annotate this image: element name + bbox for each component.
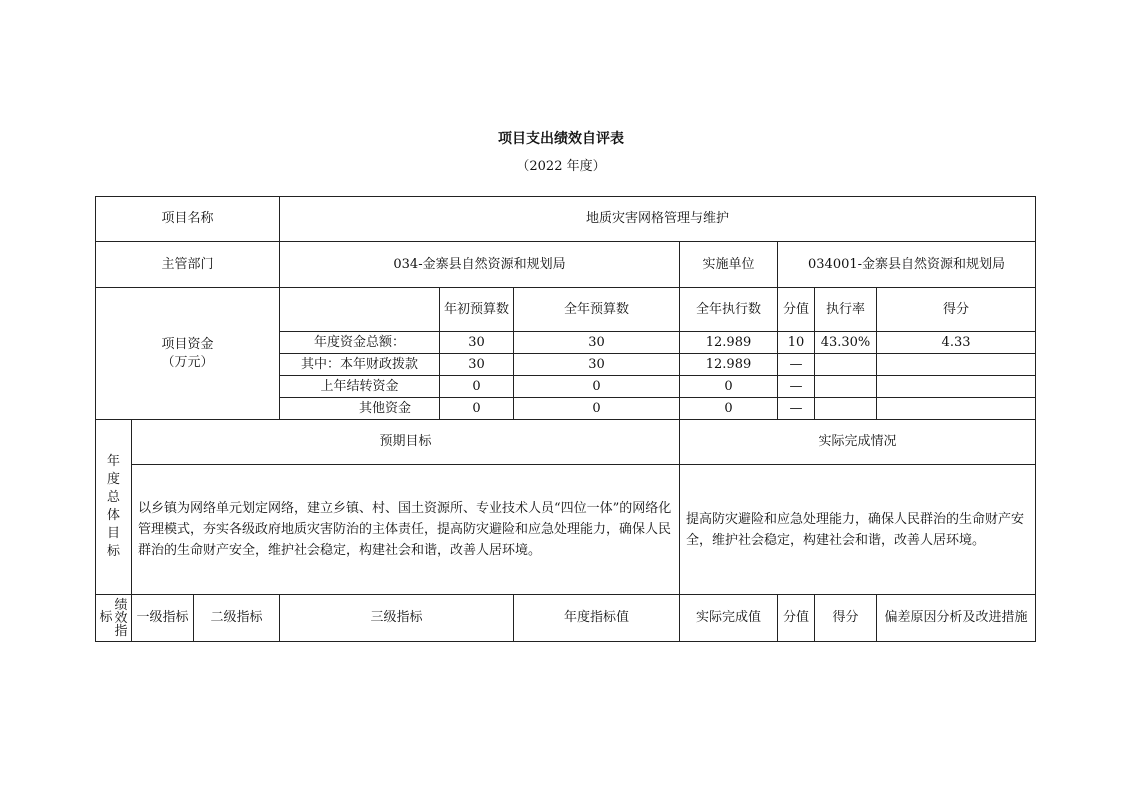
ind-header-deviation: 偏差原因分析及改进措施: [877, 595, 1036, 642]
funds-header-exec: 全年执行数: [680, 288, 778, 332]
funds-row-initial: 30: [440, 332, 514, 354]
funds-header-score: 得分: [877, 288, 1036, 332]
ind-header-level2: 二级指标: [194, 595, 280, 642]
project-name-row: [96, 197, 1036, 242]
funds-label-line2: （万元）: [161, 354, 214, 370]
ind-header-actual: 实际完成值: [680, 595, 778, 642]
funds-label: [96, 288, 280, 420]
indicators-label-a: 绩效指: [114, 597, 128, 639]
dept-value: 034-金寨县自然资源和规划局: [280, 242, 680, 288]
funds-row-exec: 12.989: [680, 332, 778, 354]
indicators-header-row: [96, 595, 1036, 642]
funds-header-blank: [280, 288, 440, 332]
funds-row-label: 其他资金: [280, 398, 440, 420]
actual-goal-header: 实际完成情况: [680, 420, 1036, 465]
goals-section-label: [96, 420, 132, 595]
funds-header-rate: 执行率: [815, 288, 877, 332]
funds-row-full: 0: [514, 398, 680, 420]
funds-row-score: 4.33: [877, 332, 1036, 354]
funds-row-exec: 0: [680, 376, 778, 398]
funds-header-row: [96, 288, 1036, 332]
funds-row-score: [877, 376, 1036, 398]
funds-row-weight: —: [778, 376, 815, 398]
department-row: [96, 242, 1036, 288]
dept-label: 主管部门: [96, 242, 280, 288]
page-title: 项目支出绩效自评表: [498, 131, 624, 147]
funds-row-weight: —: [778, 354, 815, 376]
ind-header-level1: 一级指标: [132, 595, 194, 642]
page-subtitle: （2022 年度）: [516, 159, 606, 174]
funds-row-initial: 30: [440, 354, 514, 376]
ind-header-level3: 三级指标: [280, 595, 514, 642]
goals-content-row: [96, 465, 1036, 595]
indicators-section-label: [96, 595, 132, 642]
goals-section-label-text: 年度总体目标: [107, 454, 121, 559]
funds-row-weight: 10: [778, 332, 815, 354]
self-evaluation-table: [95, 196, 1036, 642]
funds-row-weight: —: [778, 398, 815, 420]
funds-row-full: 0: [514, 376, 680, 398]
expected-goal-header: 预期目标: [132, 420, 680, 465]
funds-header-weight: 分值: [778, 288, 815, 332]
funds-row-score: [877, 398, 1036, 420]
funds-header-initial: 年初预算数: [440, 288, 514, 332]
funds-row-rate: [815, 376, 877, 398]
funds-row-rate: [815, 398, 877, 420]
funds-row-score: [877, 354, 1036, 376]
indicators-label-b: 标: [99, 610, 113, 625]
funds-row-full: 30: [514, 354, 680, 376]
funds-row-exec: 12.989: [680, 354, 778, 376]
ind-header-score: 得分: [815, 595, 877, 642]
funds-row-label: 上年结转资金: [280, 376, 440, 398]
ind-header-weight: 分值: [778, 595, 815, 642]
funds-label-line1: 项目资金: [161, 336, 214, 352]
funds-row-label: 年度资金总额：: [280, 332, 440, 354]
project-name-label: 项目名称: [96, 197, 280, 242]
project-name-value: 地质灾害网格管理与维护: [280, 197, 1036, 242]
ind-header-annual: 年度指标值: [514, 595, 680, 642]
funds-row-exec: 0: [680, 398, 778, 420]
funds-row-full: 30: [514, 332, 680, 354]
funds-row-label: 其中：本年财政拨款: [280, 354, 440, 376]
funds-row-rate: 43.30%: [815, 332, 877, 354]
funds-header-full: 全年预算数: [514, 288, 680, 332]
unit-value: 034001-金寨县自然资源和规划局: [778, 242, 1036, 288]
expected-goal-text: 以乡镇为网络单元划定网络，建立乡镇、村、国土资源所、专业技术人员“四位一体”的网络化管理模式，夯实各级政府地质灾害防治的主体责任，提高防灾避险和应急处理能力，确保人民群治的生命财产安全，维护社会稳定，构建社会和谐，改善人居环境。: [132, 465, 680, 595]
goals-header-row: [96, 420, 1036, 465]
funds-row-initial: 0: [440, 376, 514, 398]
funds-row-rate: [815, 354, 877, 376]
actual-goal-text: 提高防灾避险和应急处理能力，确保人民群治的生命财产安全，维护社会稳定，构建社会和谐，改善人居环境。: [680, 465, 1036, 595]
funds-row-initial: 0: [440, 398, 514, 420]
unit-label: 实施单位: [680, 242, 778, 288]
